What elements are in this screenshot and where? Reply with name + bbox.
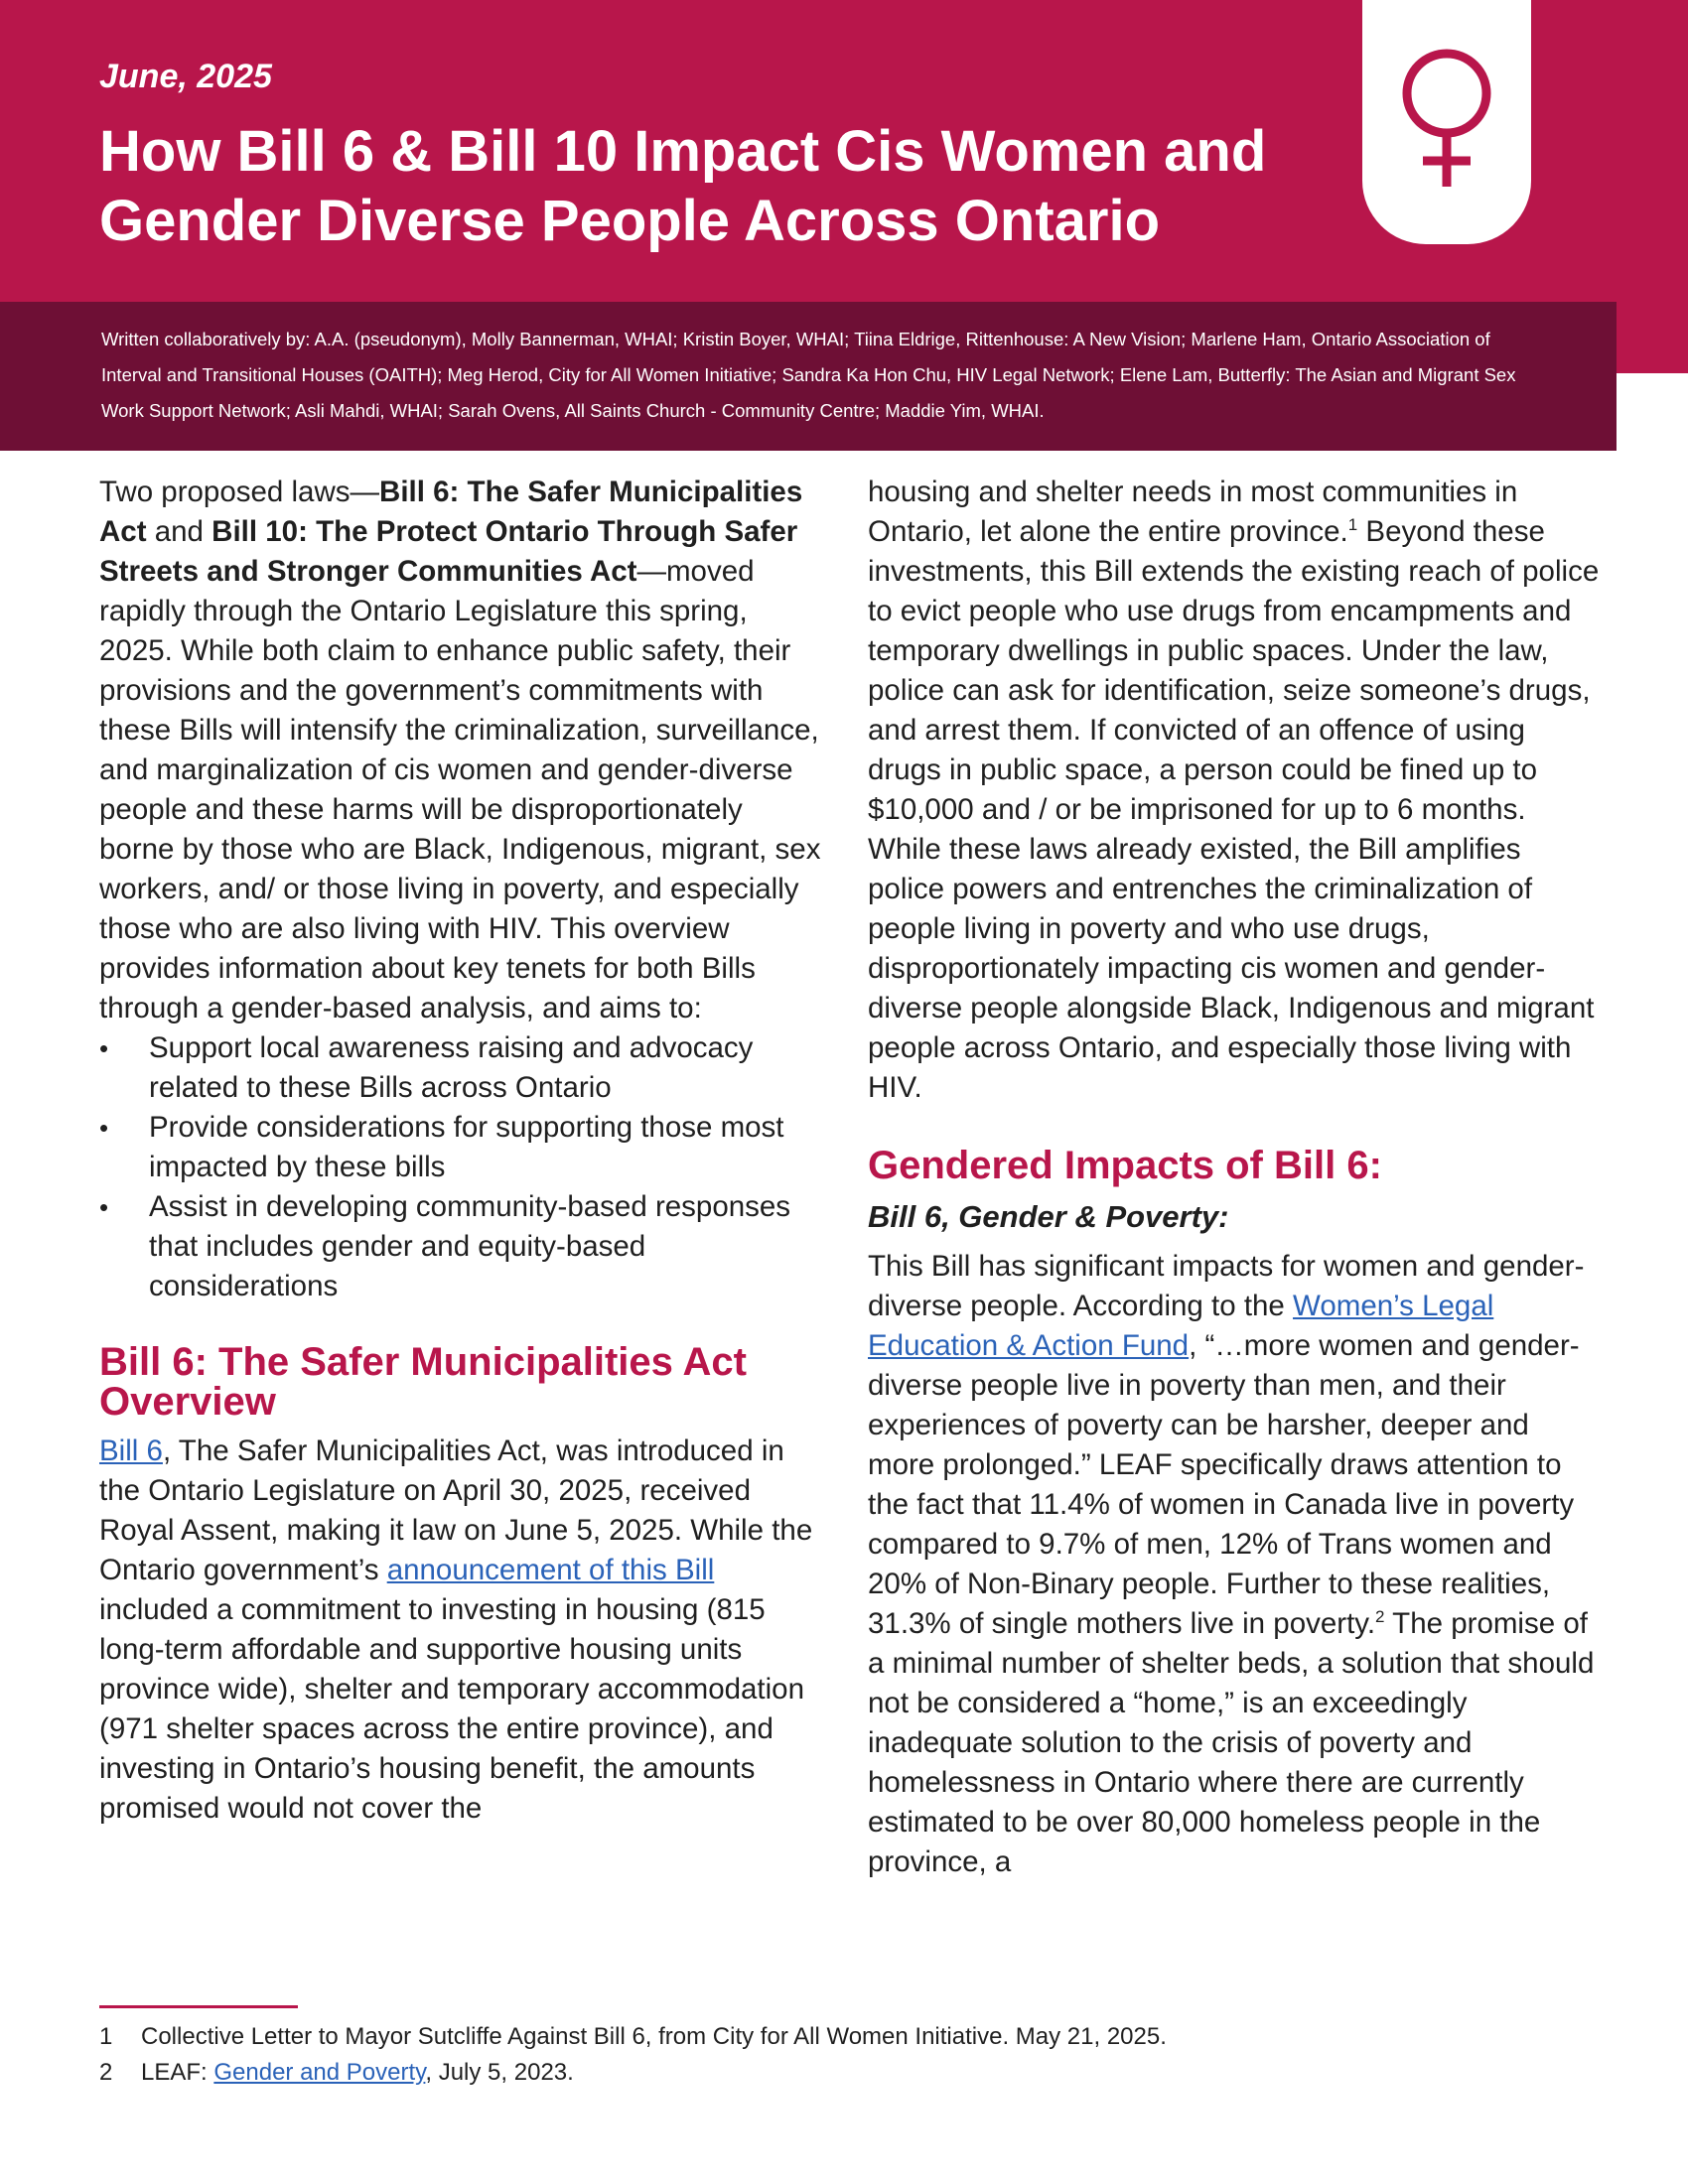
footnote-1 bbox=[99, 2019, 1589, 2055]
footnotes bbox=[99, 2019, 1589, 2091]
list-item: • Provide considerations for supporting those most impacted by these bills bbox=[99, 1108, 822, 1187]
aims-list bbox=[99, 1028, 822, 1306]
female-symbol-icon bbox=[1395, 42, 1498, 191]
right-text-2a: This Bill has significant impacts for women and gender-diverse people. According to the bbox=[868, 1250, 1585, 1322]
authors-text: Written collaboratively by: A.A. (pseudonym), Molly Bannerman, WHAI; Kristin Boyer, WHAI; Tiina Eldrige, Rittenhouse: A New Vision; Marlene Ham, Ontario Association of Interval and Transitional Houses (OAITH); Meg Herod, City for All Women Initiative; Sandra Ka Hon Chu, HIV Legal Network; Elene Lam, Butterfly: The Asian and Migrant Sex Work Support Network; Asli Mahdi, WHAI; Sarah Ovens, All Saints Church - Community Centre; Maddie Yim, WHAI. bbox=[101, 329, 1516, 421]
intro-text-1: Two proposed laws— bbox=[99, 476, 380, 508]
footnote-2 bbox=[99, 2055, 1589, 2091]
bill6-overview-heading: Bill 6: The Safer Municipalities Act Overview bbox=[99, 1340, 747, 1424]
leaf-link[interactable]: Women’s Legal Education & Action Fund bbox=[868, 1290, 1494, 1362]
right-text-1a: housing and shelter needs in most communities in Ontario, let alone the entire province. bbox=[868, 476, 1518, 548]
intro-text-2: and bbox=[146, 515, 212, 548]
gender-poverty-link[interactable]: Gender and Poverty bbox=[213, 2059, 426, 2086]
intro-text-3: —moved rapidly through the Ontario Legislature this spring, 2025. While both claim to enhance public safety, their provisions and the government’s commitments with these Bills will intensify the criminalization, surveillance, and marginalization of cis women and gender-diverse people and these harms will be disproportionately borne by those who are Black, Indigenous, migrant, sex workers, and/ or those living in poverty, and especially those who are also living with HIV. This overview provides information about key tenets for both Bills through a gender-based analysis, and aims to: bbox=[99, 555, 821, 1024]
list-item: • Support local awareness raising and advocacy related to these Bills across Ontario bbox=[99, 1028, 822, 1108]
right-paragraph-1 bbox=[868, 473, 1603, 1108]
intro-bill6-name: Bill 6: The Safer Municipalities Act bbox=[99, 476, 803, 548]
right-text-1b: Beyond these investments, this Bill extends the existing reach of police to evict people who use drugs from encampments and temporary dwellings in public spaces. Under the law, police can ask for identification, seize someone’s drugs, and arrest them. If convicted of an offence of using drugs in public space, a person could be fined up to $10,000 and / or be imprisoned for up to 6 months. While these laws already existed, the Bill amplifies police powers and entrenches the criminalization of people living in poverty and who use drugs, disproportionately impacting cis women and gender-diverse people alongside Black, Indigenous and migrant people across Ontario, and especially those living with HIV. bbox=[868, 515, 1600, 1104]
footnote-number: 1 bbox=[99, 2023, 113, 2050]
right-text-2c: The promise of a minimal number of shelter beds, a solution that should not be considered a “home,” is an exceedingly inadequate solution to the crisis of poverty and homelessness in Ontario where there are currently estimated to be over 80,000 homeless people in the province, a bbox=[868, 1607, 1595, 1878]
header-band bbox=[0, 0, 1688, 302]
footnote-ref-2[interactable]: 2 bbox=[1375, 1607, 1385, 1627]
announcement-link[interactable]: announcement of this Bill bbox=[386, 1554, 715, 1586]
page-title: How Bill 6 & Bill 10 Impact Cis Women and Gender Diverse People Across Ontario bbox=[99, 119, 1267, 253]
bill6-overview-paragraph bbox=[99, 1432, 822, 1829]
bill6-text-1: , The Safer Municipalities Act, was introduced in the Ontario Legislature on April 30, 2025, received Royal Assent, making it law on June 5, 2025. While the Ontario government’s bbox=[99, 1434, 813, 1586]
right-column bbox=[868, 473, 1603, 1882]
footnote-divider bbox=[99, 2005, 298, 2008]
footnote-number: 2 bbox=[99, 2059, 113, 2086]
footnote-ref-1[interactable]: 1 bbox=[1347, 515, 1358, 535]
bill6-text-2: included a commitment to investing in housing (815 long-term affordable and supportive housing units province wide), shelter and temporary accommodation (971 shelter spaces across the entire province), and investing in Ontario’s housing benefit, the amounts promised would not cover the bbox=[99, 1593, 804, 1825]
list-item: • Assist in developing community-based responses that includes gender and equity-based considerations bbox=[99, 1187, 822, 1306]
icon-tab bbox=[1362, 0, 1531, 244]
right-paragraph-2 bbox=[868, 1247, 1603, 1882]
intro-bill10-name: Bill 10: The Protect Ontario Through Safer Streets and Stronger Communities Act bbox=[99, 515, 798, 588]
left-column bbox=[99, 473, 822, 1829]
right-text-2b: , “…more women and gender-diverse people live in poverty than men, and their experiences of poverty can be harsher, deeper and more prolonged.” LEAF specifically draws attention to the fact that 11.4% of women in Canada live in poverty compared to 9.7% of men, 12% of Trans women and 20% of Non-Binary people. Further to these realities, 31.3% of single mothers live in poverty. bbox=[868, 1329, 1580, 1640]
gender-poverty-subheading: Bill 6, Gender & Poverty: bbox=[868, 1199, 1229, 1234]
authors-band bbox=[0, 302, 1617, 451]
bill6-link[interactable]: Bill 6 bbox=[99, 1434, 163, 1467]
footnote-text-post: , July 5, 2023. bbox=[425, 2059, 574, 2086]
footnote-text: Collective Letter to Mayor Sutcliffe Against Bill 6, from City for All Women Initiative. May 21, 2025. bbox=[141, 2023, 1167, 2050]
header-corner-accent bbox=[1617, 302, 1688, 373]
footnote-text: LEAF: bbox=[141, 2059, 214, 2086]
publication-date: June, 2025 bbox=[99, 58, 272, 95]
gendered-impacts-heading: Gendered Impacts of Bill 6: bbox=[868, 1144, 1382, 1187]
intro-paragraph bbox=[99, 473, 822, 1028]
